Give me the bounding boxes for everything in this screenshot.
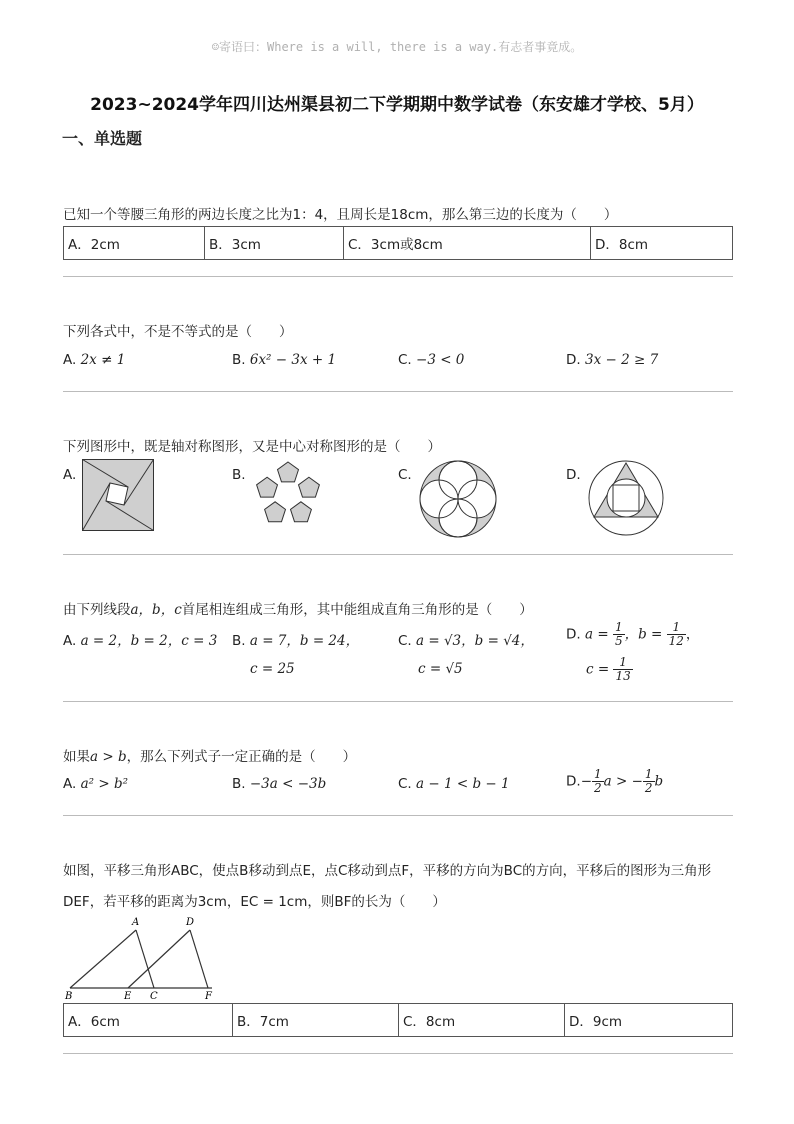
option-letter: A. xyxy=(63,633,77,649)
question-1-options xyxy=(63,226,733,260)
minus-sign: − xyxy=(580,773,592,790)
divider xyxy=(63,554,733,555)
label-c: C xyxy=(150,991,158,1002)
figure-b-pentagons[interactable] xyxy=(248,459,328,531)
q4-option-c-line1b: b = √4， xyxy=(474,633,534,649)
q3-option-b-letter[interactable]: B. xyxy=(232,467,246,483)
label-f: F xyxy=(205,991,212,1002)
option-letter: C. xyxy=(398,776,412,792)
option-letter: C. xyxy=(398,633,412,649)
fraction-one-half xyxy=(643,768,655,795)
question-6-stem-line1: 如图，平移三角形ABC，使点B移动到点E，点C移动到点F，平移的方向为BC的方向，平移后的图形为三角形 xyxy=(63,863,712,879)
question-6-stem-line2: DEF，若平移的距离为3cm，EC = 1cm，则BF的长为（ ） xyxy=(63,894,446,910)
comma: ， xyxy=(685,626,700,643)
q3-option-d-letter[interactable]: D. xyxy=(566,467,581,483)
q5-option-b[interactable] xyxy=(232,776,326,792)
pentagon-shape xyxy=(257,477,278,497)
question-3-stem: 下列图形中，既是轴对称图形，又是中心对称图形的是（ ） xyxy=(63,439,441,455)
q1-option-b[interactable]: B．3cm xyxy=(205,227,344,260)
q5-option-c-math: a − 1 < b − 1 xyxy=(416,776,510,792)
figure-c-petal-circle[interactable] xyxy=(418,459,498,539)
q4-option-b[interactable] xyxy=(232,629,359,649)
q5-stem-pre: 如果 xyxy=(63,749,90,765)
q4-option-d-line2 xyxy=(586,656,633,683)
header-note: ☺寄语曰：Where is a will, there is a way.有志者事竟成。 xyxy=(211,40,583,54)
q2-option-b-math: 6x² − 3x + 1 xyxy=(249,352,337,368)
fraction-one-twelfth xyxy=(667,621,686,648)
numerator: 1 xyxy=(614,620,623,634)
option-letter: D. xyxy=(566,626,581,643)
numerator: 1 xyxy=(644,767,653,781)
figure-a-pinwheel[interactable] xyxy=(82,459,154,531)
q4-option-c[interactable] xyxy=(398,629,534,649)
q3-option-c-letter[interactable]: C. xyxy=(398,467,412,483)
q4-option-a[interactable] xyxy=(63,629,217,649)
q2-option-c-math: −3 < 0 xyxy=(416,352,465,368)
divider xyxy=(63,276,733,277)
question-6-options xyxy=(63,1003,733,1037)
q5-option-a-math: a² > b² xyxy=(80,776,129,792)
q4-stem-vars: a，b，c xyxy=(130,602,182,618)
pentagon-shape xyxy=(265,502,286,522)
q5-stem-post: ，那么下列式子一定正确的是（ ） xyxy=(126,749,357,765)
question-4-stem xyxy=(63,598,533,618)
pentagon-shape xyxy=(299,477,320,497)
q5-option-d-end: b xyxy=(654,773,664,790)
option-letter: C. xyxy=(398,352,412,368)
pentagon-shape xyxy=(291,502,312,522)
numerator: 1 xyxy=(613,656,632,670)
q1-option-a[interactable]: A．2cm xyxy=(64,227,205,260)
q6-option-a[interactable]: A．6cm xyxy=(64,1004,233,1037)
q4-stem-pre: 由下列线段 xyxy=(63,602,131,618)
page-title: 2023~2024学年四川达州渠县初二下学期期中数学试卷（东安雄才学校、5月） xyxy=(90,95,704,115)
option-letter: B. xyxy=(232,776,246,792)
numerator: 1 xyxy=(594,767,602,781)
q4-option-d[interactable] xyxy=(566,621,699,648)
q5-option-d[interactable] xyxy=(566,768,663,795)
q2-option-d-math: 3x − 2 ≥ 7 xyxy=(584,352,659,368)
option-letter: A. xyxy=(63,352,77,368)
q5-option-c[interactable] xyxy=(398,776,510,792)
question-2-stem: 下列各式中，不是不等式的是（ ） xyxy=(63,324,293,340)
question-5-stem xyxy=(63,745,356,765)
divider xyxy=(63,815,733,816)
divider xyxy=(63,1053,733,1054)
figure-translation-triangles xyxy=(62,914,222,1002)
denominator: 5 xyxy=(614,634,623,649)
q2-option-c[interactable] xyxy=(398,352,464,368)
label-d: D xyxy=(186,917,195,928)
q6-option-c[interactable]: C．8cm xyxy=(399,1004,565,1037)
q6-option-d[interactable]: D．9cm xyxy=(565,1004,733,1037)
section-heading: 一、单选题 xyxy=(62,129,143,148)
q4-option-c-line1a: a = √3， xyxy=(416,633,475,649)
option-letter: D. xyxy=(566,352,581,368)
option-letter: A. xyxy=(63,776,77,792)
fraction-one-fifth xyxy=(613,621,625,648)
q5-option-a[interactable] xyxy=(63,776,128,792)
question-1-stem: 已知一个等腰三角形的两边长度之比为1：4，且周长是18cm，那么第三边的长度为（ ） xyxy=(63,207,618,223)
q4-option-d-b: ，b = xyxy=(624,626,663,643)
q1-option-d[interactable]: D．8cm xyxy=(591,227,733,260)
q4-option-b-line2: c = 25 xyxy=(250,661,295,677)
option-letter: D. xyxy=(566,773,581,790)
fraction-one-thirteenth xyxy=(613,656,632,683)
q2-option-a[interactable] xyxy=(63,352,125,368)
fraction-one-half xyxy=(592,768,604,795)
q4-option-d-a: a = xyxy=(584,626,609,643)
denominator: 13 xyxy=(615,669,631,684)
option-letter: B. xyxy=(232,633,246,649)
q5-option-b-math: −3a < −3b xyxy=(249,776,327,792)
divider xyxy=(63,701,733,702)
q6-option-b[interactable]: B．7cm xyxy=(233,1004,399,1037)
numerator: 1 xyxy=(667,621,686,635)
label-b: B xyxy=(65,991,73,1002)
pentagon-shape xyxy=(278,462,299,482)
q4-option-a-math: a = 2，b = 2，c = 3 xyxy=(80,633,218,649)
q4-stem-post: 首尾相连组成三角形，其中能组成直角三角形的是（ ） xyxy=(181,602,533,618)
q4-option-b-line1: a = 7，b = 24， xyxy=(249,633,360,649)
q5-stem-math: a > b xyxy=(90,749,127,765)
option-letter: B. xyxy=(232,352,246,368)
denominator: 2 xyxy=(644,781,653,796)
q2-option-b[interactable] xyxy=(232,352,336,368)
q5-option-d-mid: a > − xyxy=(603,773,643,790)
q3-option-a-letter[interactable]: A. xyxy=(63,467,77,483)
denominator: 12 xyxy=(668,634,684,649)
label-e: E xyxy=(124,991,132,1002)
q4-option-d-c: c = xyxy=(586,661,610,678)
label-a: A xyxy=(132,917,140,928)
denominator: 2 xyxy=(594,781,602,796)
q4-option-c-line2: c = √5 xyxy=(418,661,463,677)
figure-d-triangle-circle[interactable] xyxy=(587,459,665,537)
q2-option-a-math: 2x ≠ 1 xyxy=(80,352,126,368)
q1-option-c[interactable]: C．3cm或8cm xyxy=(344,227,591,260)
q2-option-d[interactable] xyxy=(566,352,658,368)
divider xyxy=(63,391,733,392)
